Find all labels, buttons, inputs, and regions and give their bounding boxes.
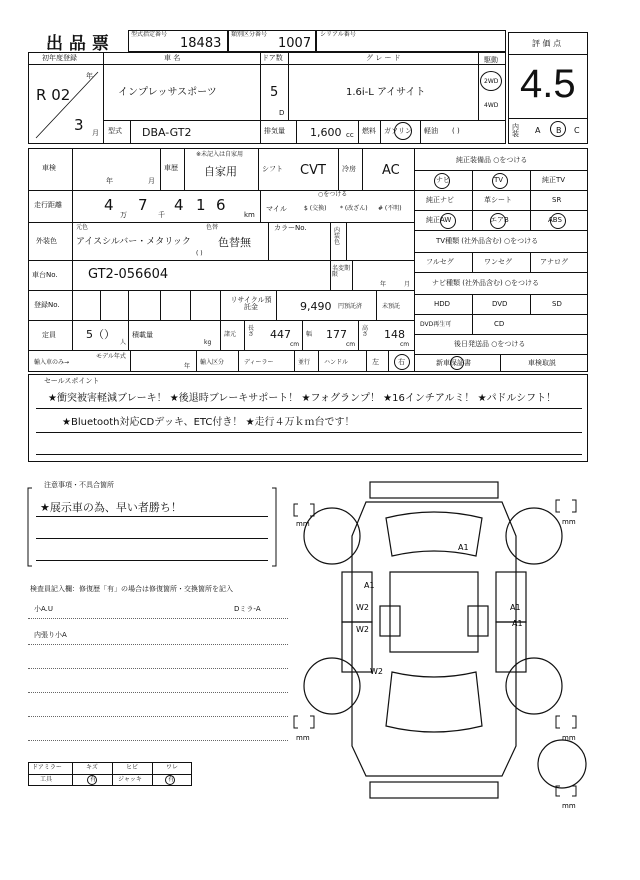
name-change-year: 年 — [380, 281, 387, 288]
sales-line-2: ★Bluetooth対応CDデッキ、ETC付き！ ★走行４万ｋｍ台です！ — [62, 417, 355, 428]
mileage-unit-man: 万 — [120, 211, 127, 219]
mile-label: マイル — [266, 205, 287, 213]
repaint: 色替無 — [218, 236, 251, 249]
equip-aw: 純正AW — [426, 216, 452, 224]
mileage-unit-sen: 千 — [158, 211, 165, 219]
height: 148 — [384, 328, 405, 341]
damage-mark-1: A1 — [458, 543, 469, 552]
color-no-label: カラーNo. — [274, 224, 307, 232]
score-value: 4.5 — [520, 62, 576, 106]
navi-dvd: DVD — [492, 300, 508, 308]
length-unit: cm — [290, 341, 300, 348]
shift-label: シフト — [262, 165, 283, 173]
tv-analog: アナログ — [540, 258, 568, 266]
equip-airbag-circle — [490, 213, 506, 229]
equip-tv: TV — [494, 176, 504, 184]
equip-abs-circle — [550, 213, 566, 229]
mm-label-4: mm — [562, 734, 576, 742]
shift: CVT — [300, 163, 326, 178]
inspector-note-1a: 小A.U — [34, 605, 54, 613]
mileage-label: 走行距離 — [34, 201, 62, 209]
tv-type-title: TV種類 (社外品含む) ○をつける — [436, 237, 539, 245]
capacity-label: 定員 — [42, 331, 56, 339]
equip-navi-circle — [434, 173, 450, 189]
width: 177 — [326, 328, 347, 341]
import-type-label: 輸入区分 — [200, 359, 225, 366]
fuel-gasoline: ガソリン — [384, 127, 412, 135]
damage-mark-3: W2 — [356, 603, 369, 612]
history: 自家用 — [204, 165, 237, 178]
navi-type-title: ナビ種類 (社外品含む) ○をつける — [432, 279, 540, 287]
navi-hdd: HDD — [434, 300, 451, 308]
first-reg-label: 初年度登録 — [42, 54, 77, 62]
mileage-circle-note: ○をつける — [318, 191, 348, 198]
load-label: 積載量 — [132, 331, 153, 339]
equip-tv-circle — [492, 173, 508, 189]
interior-label: 内装 — [512, 123, 519, 138]
repaint-label: 色替 — [206, 224, 219, 231]
fuel-gasoline-circle — [394, 122, 412, 140]
dimension-label: 諸元 — [224, 331, 237, 338]
doors-label: ドア数 — [262, 54, 283, 62]
displacement-label: 排気量 — [264, 127, 285, 135]
mileage-digit-2: 7 — [138, 196, 148, 214]
shaken-label: 車検 — [42, 164, 56, 172]
notes-title: 注意事項・不具合箇所 — [44, 481, 114, 489]
length-label: 長さ — [248, 325, 255, 338]
equip-genuine-navi: 純正ナビ — [426, 196, 454, 204]
car-damage-diagram — [290, 476, 590, 812]
door-type: D — [279, 109, 285, 117]
month-unit: 月 — [92, 129, 99, 137]
later-warranty: 新車保証書 — [436, 359, 471, 367]
later-warranty-circle — [450, 356, 464, 370]
chassis-no: GT2-056604 — [88, 267, 169, 282]
ac: AC — [382, 163, 400, 178]
height-label: 高さ — [362, 325, 369, 338]
recycle-fee: 9,490 — [300, 300, 332, 313]
width-label: 幅 — [306, 331, 313, 338]
capacity-unit: 人 — [120, 339, 127, 346]
legend-crack: ヒビ — [126, 764, 139, 771]
inspector-note-1b: Dミラ-A — [234, 605, 261, 613]
mm-label-3: mm — [296, 734, 310, 742]
score-label: 評 価 点 — [532, 39, 562, 48]
equip-airbag: エアB — [490, 216, 509, 224]
displacement: 1,600 — [310, 126, 342, 139]
exterior-color-label: 外装色 — [36, 237, 57, 245]
dealer-label: ディーラー — [244, 359, 274, 366]
later-manual: 車検取説 — [528, 359, 556, 367]
inspector-note-2: 内張り小A — [34, 631, 67, 639]
fuel-other: ( ) — [452, 127, 460, 135]
cc-unit: cc — [346, 131, 354, 139]
repaint-paren: ( ) — [196, 250, 203, 257]
equip-navi: ナビ — [436, 176, 450, 184]
handle-right-circle — [394, 354, 410, 370]
equip-abs: ABS — [548, 216, 562, 224]
import-label: 輸入車のみ→ — [34, 359, 70, 366]
mileage-swap: $ (交換) — [304, 205, 327, 212]
damage-mark-7: A1 — [512, 619, 523, 628]
drive-2wd: 2WD — [484, 78, 499, 85]
legend-jack-circle — [165, 775, 175, 785]
dvd-play: DVD再生可 — [420, 321, 452, 328]
inspector-title: 検査員記入欄：修復歴「有」の場合は修復箇所・交換箇所を記入 — [30, 585, 233, 593]
mileage-digit-5: 6 — [216, 196, 226, 214]
name-change-month: 月 — [404, 281, 411, 288]
model-year-label: モデル年式 — [96, 353, 126, 360]
width-unit: cm — [346, 341, 356, 348]
legend-door-mirror: ドアミラー — [32, 764, 62, 771]
recycle-label: リサイクル預託金 — [230, 296, 272, 311]
model-year-unit: 年 — [184, 363, 191, 370]
mileage-reset: * (改ざん) — [340, 205, 368, 212]
interior-b: B — [556, 126, 562, 135]
capacity: 5（） — [86, 328, 115, 341]
ac-label: 冷房 — [342, 165, 356, 173]
legend-jack-yes: 有 — [168, 776, 175, 783]
legend-tools: 工具 — [40, 776, 53, 783]
shaken-month-unit: 月 — [148, 177, 155, 185]
orig-color: アイスシルバー・メタリック — [76, 237, 191, 247]
legend-tools-yes: 有 — [90, 776, 97, 783]
orig-color-label: 元色 — [76, 224, 89, 231]
handle-right: 右 — [398, 358, 405, 366]
drive-label: 駆動 — [484, 56, 498, 64]
mileage-digit-1: 4 — [104, 196, 114, 214]
int-color-label: 内装色 — [334, 227, 341, 246]
tv-fullseg: フルセグ — [426, 258, 454, 266]
height-unit: cm — [400, 341, 410, 348]
legend-scratch: キズ — [86, 764, 98, 771]
legend-tools-circle — [87, 775, 97, 785]
recycle-unit: 円預託済 — [338, 303, 363, 310]
fuel-diesel: 軽油 — [424, 127, 438, 135]
year-unit: 年 — [86, 72, 93, 80]
legend-jack: ジャッキ — [118, 776, 142, 783]
handle-left: 左 — [372, 358, 379, 366]
mm-label-1: mm — [296, 520, 310, 528]
length: 447 — [270, 328, 291, 341]
sales-title: セールスポイント — [44, 377, 100, 385]
navi-sd: SD — [552, 300, 562, 308]
mileage-unit: km — [244, 211, 255, 219]
serial-label: シリアル番号 — [320, 31, 356, 38]
mileage-unknown: # (不明) — [378, 205, 402, 212]
mm-label-2: mm — [562, 518, 576, 526]
name-change-label: 名変期限 — [332, 265, 351, 278]
shaken-year-unit: 年 — [106, 177, 113, 185]
damage-mark-5: W2 — [370, 667, 383, 676]
equip-title: 純正装備品 ○をつける — [456, 156, 528, 164]
mm-label-5: mm — [562, 802, 576, 810]
interior-c: C — [574, 126, 580, 135]
class-no: 1007 — [278, 36, 312, 51]
sheet-title: 出 品 票 — [46, 34, 109, 54]
handle-label: ハンドル — [324, 359, 349, 366]
class-label: 類別区分番号 — [231, 31, 268, 38]
fuel-label: 燃料 — [362, 127, 376, 135]
load-unit: kg — [204, 339, 212, 346]
mileage-digit-4: 1 — [196, 196, 206, 214]
history-note: ※未記入は自家用 — [196, 151, 244, 158]
drive-2wd-circle — [480, 71, 502, 91]
tv-oneseg: ワンセグ — [484, 258, 512, 266]
drive-4wd: 4WD — [484, 102, 499, 109]
interior-b-circle — [550, 121, 566, 137]
interior-a: A — [535, 126, 541, 135]
model-label: 型式 — [108, 127, 122, 135]
later-title: 後日発送品 ○をつける — [454, 340, 526, 348]
model: DBA-GT2 — [142, 126, 192, 139]
parallel-label: 並行 — [298, 359, 311, 366]
recycle-none: 未預託 — [382, 303, 401, 310]
mileage-digit-3: 4 — [174, 196, 184, 214]
notes-bracket — [26, 482, 286, 572]
grade: 1.6i-L アイサイト — [346, 87, 426, 98]
legend-break: ワレ — [166, 764, 179, 771]
damage-mark-4: W2 — [356, 625, 369, 634]
first-reg-year: R 02 — [36, 86, 71, 104]
equip-aw-circle — [440, 213, 456, 229]
sales-line-1: ★衝突被害軽減ブレーキ！ ★後退時ブレーキサポート！ ★フォグランプ！ ★16インチアルミ！ ★パドルシフト！ — [48, 393, 557, 404]
cd: CD — [494, 320, 505, 328]
equip-genuine-tv: 純正TV — [542, 176, 566, 184]
chassis-label: 車台No. — [32, 271, 58, 279]
history-label: 車歴 — [164, 164, 178, 172]
reg-label: 登録No. — [34, 301, 60, 309]
cert-label: 型式指定番号 — [131, 31, 168, 38]
car-name: インプレッサスポーツ — [118, 87, 217, 98]
notes-line-1: ★展示車の為、早い者勝ち！ — [40, 501, 182, 514]
equip-leather: 革シート — [484, 196, 512, 204]
grade-label: グ レ ー ド — [366, 54, 401, 62]
first-reg-month: 3 — [74, 116, 84, 134]
doors: 5 — [270, 85, 279, 100]
damage-mark-6: A1 — [510, 603, 521, 612]
cert-no: 18483 — [180, 36, 222, 51]
equip-sr: SR — [552, 196, 562, 204]
damage-mark-2: A1 — [364, 581, 375, 590]
car-name-label: 車 名 — [164, 54, 181, 62]
